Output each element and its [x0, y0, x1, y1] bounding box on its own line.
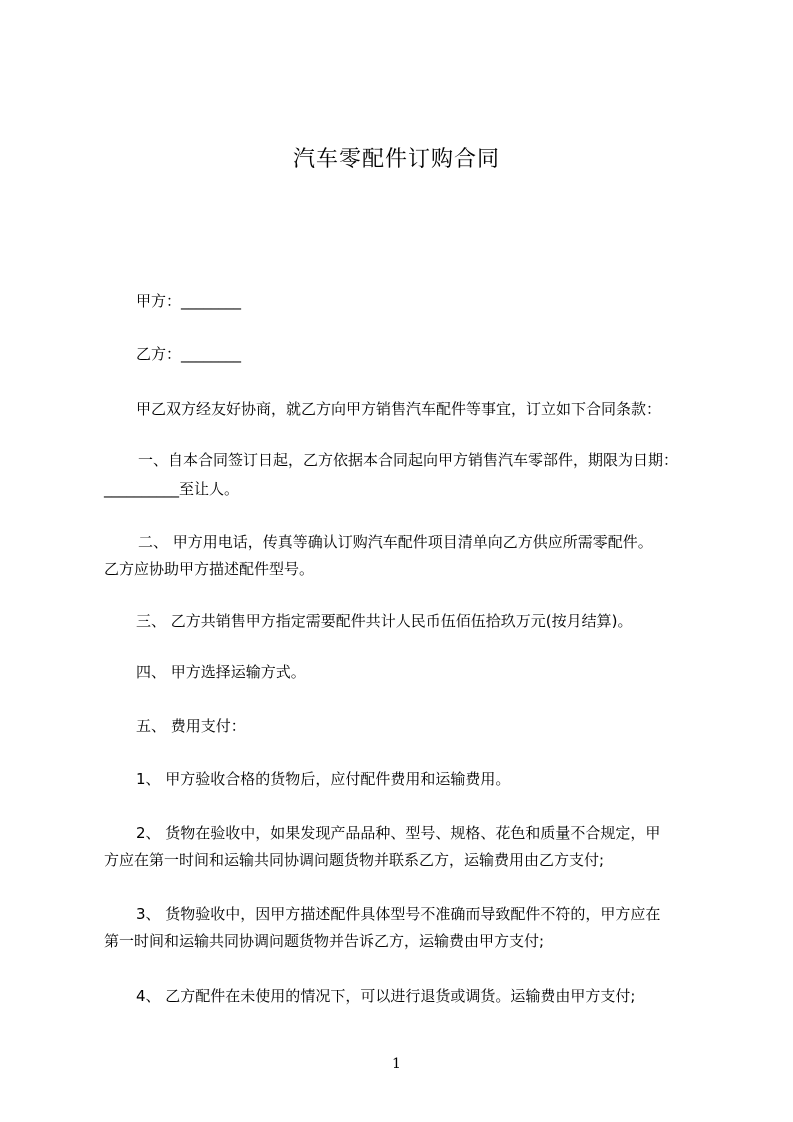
- contract-title: 汽车零配件订购合同: [292, 147, 500, 172]
- clause-2-line-1: 二、 甲方用电话，传真等确认订购汽车配件项目清单向乙方供应所需零配件。: [138, 533, 653, 551]
- party-b-line: 乙方：________: [136, 345, 242, 363]
- clause-3: 三、 乙方共销售甲方指定需要配件共计人民币伍佰伍拾玖万元(按月结算)。: [136, 612, 633, 630]
- payment-item-4: 4、 乙方配件在未使用的情况下，可以进行退货或调货。运输费由甲方支付;: [136, 987, 636, 1005]
- party-a-line: 甲方：________: [136, 292, 242, 310]
- clause-1-line-1: 一、自本合同签订日起，乙方依据本合同起向甲方销售汽车零部件，期限为日期：: [138, 451, 679, 469]
- clause-1-line-2: __________至让人。: [104, 480, 240, 498]
- page-number: 1: [392, 1056, 401, 1072]
- payment-item-2-line-1: 2、 货物在验收中，如果发现产品品种、型号、规格、花色和质量不合规定，甲: [136, 824, 661, 842]
- clause-4: 四、 甲方选择运输方式。: [136, 663, 306, 681]
- clause-5: 五、 费用支付：: [136, 717, 246, 735]
- intro-paragraph: 甲乙双方经友好协商，就乙方向甲方销售汽车配件等事宜，订立如下合同条款：: [136, 400, 662, 418]
- clause-2-line-2: 乙方应协助甲方描述配件型号。: [104, 560, 315, 578]
- payment-item-2-line-2: 方应在第一时间和运输共同协调问题货物并联系乙方，运输费用由乙方支付;: [104, 851, 605, 869]
- payment-item-3-line-1: 3、 货物验收中，因甲方描述配件具体型号不准确而导致配件不符的，甲方应在: [136, 905, 661, 923]
- payment-item-1: 1、 甲方验收合格的货物后，应付配件费用和运输费用。: [136, 770, 511, 788]
- payment-item-3-line-2: 第一时间和运输共同协调问题货物并告诉乙方，运输费由甲方支付;: [104, 932, 545, 950]
